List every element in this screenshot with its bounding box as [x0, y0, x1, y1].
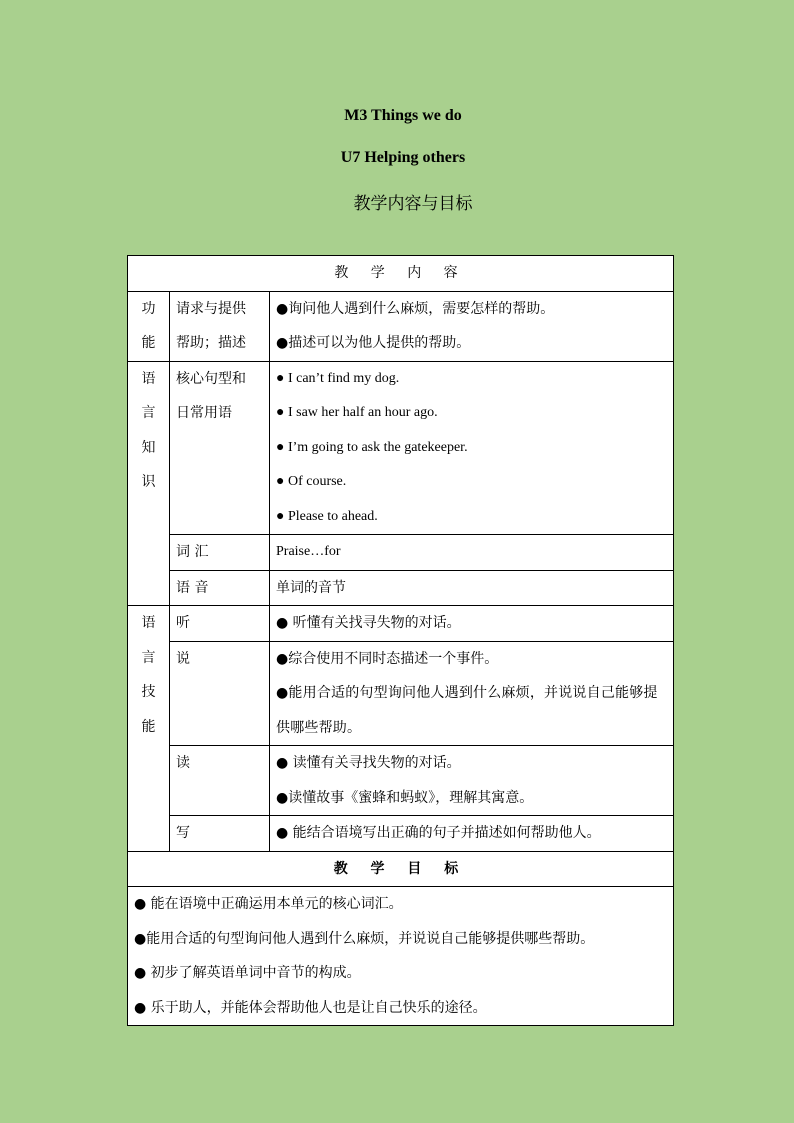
goal-item: ● 能在语境中正确运用本单元的核心词汇。 — [134, 896, 403, 912]
write-label — [170, 816, 270, 852]
module-title: M3 Things we do — [344, 107, 462, 124]
sub-label: 听 — [176, 615, 190, 631]
category-char: 技 — [141, 684, 156, 700]
list-item: ●综合使用不同时态描述一个事件。 — [276, 650, 499, 667]
list-item: ●描述可以为他人提供的帮助。 — [276, 335, 471, 351]
sub-label: 说 — [176, 650, 190, 667]
sub-label: 写 — [176, 825, 190, 841]
goal-item: ●能用合适的句型询问他人遇到什么麻烦，并说说自己能够提供哪些帮助。 — [134, 930, 595, 947]
function-category — [128, 291, 170, 361]
sentence-item: ● Of course. — [276, 474, 347, 489]
unit-title: U7 Helping others — [340, 149, 466, 166]
list-item: ●能用合适的句型询问他人遇到什么麻烦，并说说自己能够提供哪些帮助。 — [276, 685, 658, 736]
content-header-text: 教 学 内 容 — [334, 265, 467, 281]
sub-label: 语 音 — [176, 579, 209, 596]
list-item: ●读懂故事《蜜蜂和蚂蚁》，理解其寓意。 — [276, 789, 534, 806]
list-item: ● 读懂有关寻找失物的对话。 — [276, 755, 461, 771]
sub-label: 核心句型和 — [176, 370, 246, 387]
list-item: ●询问他人遇到什么麻烦，需要怎样的帮助。 — [276, 300, 555, 317]
phonetics — [270, 570, 674, 606]
vocab-label — [170, 535, 270, 571]
sub-label: 词 汇 — [176, 544, 209, 560]
knowledge-category — [128, 361, 170, 606]
read-label — [170, 746, 270, 816]
category-char: 识 — [141, 474, 156, 490]
goals-header — [128, 851, 674, 887]
category-char: 语 — [141, 615, 156, 631]
speak — [270, 641, 674, 746]
sub-label: 请求与提供 — [176, 300, 246, 317]
content-header — [128, 256, 674, 292]
listen-label — [170, 606, 270, 642]
subtitle: 教学内容与目标 — [353, 194, 473, 214]
goals-list — [128, 887, 674, 1026]
phonetics-text: 单词的音节 — [276, 579, 346, 596]
goal-item: ● 乐于助人，并能体会帮助他人也是让自己快乐的途径。 — [134, 999, 487, 1016]
sentence-item: ● Please to ahead. — [276, 508, 378, 524]
category-char: 知 — [141, 439, 156, 456]
category-char: 能 — [141, 335, 156, 351]
write — [270, 816, 674, 852]
read — [270, 746, 674, 816]
content-table — [127, 255, 674, 1026]
category-char: 能 — [141, 718, 156, 735]
sub-label: 帮助；描述 — [176, 335, 246, 351]
goals-header-text: 教 学 目 标 — [333, 860, 468, 877]
goal-item: ● 初步了解英语单词中音节的构成。 — [134, 965, 361, 981]
sentences — [270, 361, 674, 535]
category-char: 言 — [141, 649, 156, 666]
speak-label — [170, 641, 270, 746]
sub-label: 读 — [176, 755, 190, 771]
vocab-text: Praise…for — [276, 544, 341, 559]
sentence-item: ● I saw her half an hour ago. — [276, 405, 438, 420]
function-items — [270, 291, 674, 361]
category-char: 功 — [141, 300, 156, 317]
sub-label: 日常用语 — [176, 405, 232, 421]
phonetics-label — [170, 570, 270, 606]
category-char: 言 — [141, 405, 156, 421]
sentences-label — [170, 361, 270, 535]
list-item: ● 能结合语境写出正确的句子并描述如何帮助他人。 — [276, 825, 601, 841]
category-char: 语 — [141, 370, 156, 387]
skills-category — [128, 606, 170, 852]
listen — [270, 606, 674, 642]
vocab — [270, 535, 674, 571]
list-item: ● 听懂有关找寻失物的对话。 — [276, 615, 461, 631]
sentence-item: ● I’m going to ask the gatekeeper. — [276, 439, 468, 455]
function-sub — [170, 291, 270, 361]
sentence-item: ● I can’t find my dog. — [276, 370, 400, 386]
